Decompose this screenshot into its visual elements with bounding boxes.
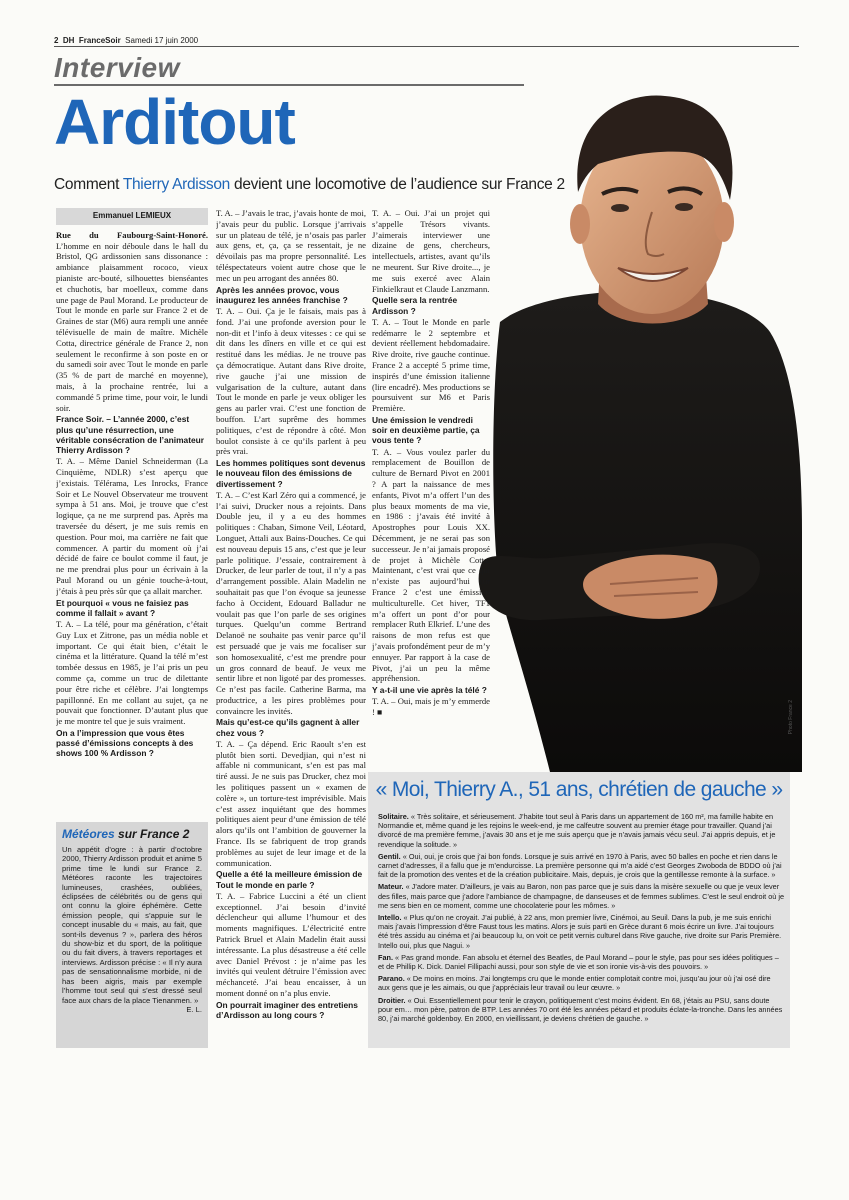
portrait-box [368,772,790,1048]
article-text: L’homme en noir déboule dans le hall du Bristol, QG ardissonien sans dissonance : ambiance plaisamment rococo, vieux pianiste arc-bouté, silhouettes bienséantes et chuchotis, bar moelleux, comme dans une page de Paul Morand. Le producteur de Tout le monde en parle sur France 2 et de Graines de star (M6) aura rempli une année télévisuelle de main de maître. Michèle Cotta, directrice générale de France 2, non seulement le reconfirme à son poste en or du samedi soir avec Tout le monde en parle (35 % de part de marché en moyenne), mais, à la prochaine rentrée, lui a commandé 5 prime time, pour voir, le lundi soir. [56,240,208,413]
page-number: 2 [54,36,59,45]
article-paragraph [56,230,208,414]
right-ear [714,202,734,242]
answer: T. A. – La télé, pour ma génération, c’était Guy Lux et Zitrone, pas un média noble et important. Ce qui était bien, c’était le cinéma et la littérature. Quand la télé m’est tombée dessus en 1985, je l’ai pris un peu comme ça, comme un truc de dilettante pour être riche et célèbre. J’ai longtemps papillonné. En me collant au sujet, ça ne pouvait que fonctionner. D’autant plus que je me montre tel que je suis vraiment. [56,618,208,727]
item-text: « Plus qu’on ne croyait. J’ai publié, à 22 ans, mon premier livre, Cinémoi, au Seuil. Dans la pub, je me suis enrichi mais j’avais l’impression d’être Faust tous les matins. Alors je suis parti en Grèce durant 6 mois écrire un livre. J’ai toujours été très assidu au cinéma et j’ai beaucoup lu, on voit ce petit vernis culturel dans Rive gauche, rive droite sur Paris Première. Intello oui, plus que Nagui. » [378,913,782,950]
sidebar-signature: E. L. [186,1004,202,1014]
question: On pourrait imaginer des entretiens d’Ardisson au long cours ? [216,999,358,1021]
sidebar-title [62,826,202,842]
list-item [378,913,784,950]
answer: T. A. – C’est Karl Zéro qui a commencé, je l’ai suivi, Drucker nous a rejoints. Dans Double jeu, il y a eu des hommes politiques : Chaban, Simone Veil, Léotard, Longuet, Attali aux Bains-Douches. Ce qui est nouveau depuis 15 ans, c’est que je leur parle politique. J’essaie, contrairement à Drucker, de leur parler de tout, il n’y a pas d’arrangement possible. Alain Madelin ne souhaitait pas que l’on évoque sa jeunesse facho à Occident, Edouard Balladur ne voulait pas que l’on parle de ses origines turques. Quelqu’un comme Bertrand Delanoë ne souhaite pas venir parce qu’il est persuadé que je vais me focaliser sur son homosexualité, c’est me prendre pour un gros connard de beauf. Je veux me sentir libre et non ligoté par des promesses. Ce n’est pas facile. Catherine Barma, ma productrice, a les pires problèmes pour convaincre les invités. [216,489,366,716]
list-item [378,974,784,992]
answer: T. A. – Tout le Monde en parle redémarre le 2 septembre et devient réellement hebdomadaire. Rive droite, rive gauche continue. France 2 a accepté 5 prime time, inspirés d’une émission italienne (lire encadré). Mes productions se poursuivent sur M6 et Paris Première. [372,316,490,414]
deck-after: devient une locomotive de l’audience sur France 2 [230,176,565,193]
answer: T. A. – Oui, mais je m’y emmerde ! ■ [372,696,490,718]
headline: Arditout [54,86,295,158]
question: Mais qu’est-ce qu’ils gagnent à aller chez vous ? [216,717,360,738]
question: Après les années provoc, vous inaugurez les années franchise ? [216,284,348,305]
list-item [378,996,784,1024]
question: Et pourquoi « vous ne faisiez pas comme il fallait » avant ? [56,597,189,618]
sidebar-title-part1: Météores [62,827,115,841]
list-item [378,812,784,849]
left-ear [570,204,590,244]
paper-abbr: DH [62,36,75,45]
item-label: Parano. [378,974,405,984]
list-item [378,852,784,880]
item-label: Solitaire. [378,812,409,821]
photo-credit: Photo France 2 [788,700,794,735]
article-column-3 [372,208,490,766]
question: On a l’impression que vous êtes passé d’émissions concepts à des shows 100 % Ardisson ? [56,727,194,759]
left-eye [611,204,629,212]
item-text: « J’adore mater. D’ailleurs, je vais au Baron, non pas parce que je suis dans la misère sexuelle ou que je veux lever des filles, mais parce que j’adore l’ambiance de champagne, de danseuses et de femmes sublimes. C’est le seul endroit où je me sens bien en ce moment, comme une chocolaterie pour les mômes. » [378,882,785,910]
answer: T. A. – Même Daniel Schneiderman (La Cinquième, NDLR) s’est aperçu que j’existais. Télérama, Les Inrocks, France Soir et Le Nouvel Observateur me trouvent sympa à 51 ans. Moi, je trouve que c’est logique, ça ne me surprend pas. Après ma traversée du désert, je me suis remis en question. Pour moi, ma carrière ne fait que commencer. A partir du moment où j’ai décidé de faire ce boulot comme il faut, je ne me prendrai plus pour un écrivain à la Paul Morand ou un génie touche-à-tout, j’étais à peu près sûr que ça allait marcher. [56,456,208,596]
list-item [378,882,784,910]
item-label: Gentil. [378,851,401,861]
sweater-shape [493,291,802,772]
item-text: « Oui. Essentiellement pour tenir le crayon, politiquement c’est moins évident. En 68, j’étais au PSU, sans doute pour em… mon père, patron de BTP. Les années 70 ont été les années pétard et produits éclate-la-tronche. Dans les années 80, j’ai marché goldenboy. En 2000, en vieillissant, je deviens chrétien de gauche. » [378,995,783,1024]
deck-before: Comment [54,176,123,193]
question: Quelle sera la rentrée Ardisson ? [372,295,458,316]
page-header [54,36,198,45]
item-label: Intello. [378,913,402,923]
answer: T. A. – Oui. Ça je le faisais, mais pas à fond. J’ai une profonde aversion pour le non-dit et l’info à deux vitesses : ce qui se dit dans les dîners en ville et ce qui est restitué dans les médias. Je ne trouve pas ça démocratique. Autant dans Rive droite, rive gauche j’ai une mission de vulgarisation de la culture, autant dans Tout le monde en parle je veux obliger les gens au parler vrai. C’est une fonction de bouffon. L’art suprême des hommes politiques, c’est de répondre à côté. Mon boulot consiste à ce qu’ils parlent à peu près vrai. [216,305,366,457]
issue-date: Samedi 17 juin 2000 [125,36,199,45]
item-label: Droitier. [378,995,406,1005]
sidebar-body: Un appétit d’ogre : à partir d’octobre 2000, Thierry Ardisson produit et anime 5 prime time le lundi sur France 2. Météores raconte les trajectoires lumineuses, crashées, oubliées, éclipsées de célébrités ou de gens qui ont connu la gloire éphémère. Cette émission people, qui s’appuie sur le concept inusable du « mais, au fait, que sont-ils devenus ? », parlera des héros du show-biz et du sport, de la politique ou du fait divers, à travers reportages et interviews. Ardisson précise : « Il n’y aura pas de sensationnalisme morbide, ni de has been aigris, mais par exemple l’homme tout seul qui s’est dressé seul face aux chars de la place Tienanmen. » [62,845,202,1005]
header-rule [54,46,799,47]
item-text: « De moins en moins. J’ai longtemps cru que le monde entier complotait contre moi, jusqu’au jour où j’ai osé dire aux gens que je les aimais, ou que j’appréciais leur travail ou leur œuvre. » [378,974,771,993]
question: France Soir. – L’année 2000, c’est plus qu’une résurrection, une véritable consécration de l’animateur Thierry Ardisson ? [56,414,205,455]
deck-name: Thierry Ardisson [122,176,230,193]
item-text: « Pas grand monde. Fan absolu et éternel des Beatles, de Paul Morand – pour le style, pas pour ses idées politiques – et de Phillip K. Dick. Daniel Fillipachi aussi, pour son style de vie et son ironie vis-à-vis des pouvoirs. » [378,952,779,972]
list-item [378,953,784,971]
section-title: Interview [54,52,180,83]
right-eye [675,203,693,211]
answer: T. A. – Ça dépend. Eric Raoult s’en est plutôt bien sorti. Devedjian, qui n’est ni affable ni communicant, s’en est pas mal tiré aussi. Je ne suis pas Drucker, chez moi les politiques passent un « examen de colère », un torture-test imprévisible. Mais c’est assez inquiétant que des hommes politiques aient peur d’une émission de télé alors qu’ils ont l’ambition de gouverner la France. Ils se fabriquent de trop grands problèmes au sujet de leur image et de la communication. [216,738,366,868]
box-title: « Moi, Thierry A., 51 ans, chrétien de gauche » [375,778,783,801]
answer: T. A. – Fabrice Luccini a été un client exceptionnel. J’ai besoin d’invité déclencheur qui allume l’humour et des moments magnifiques. L’électricité entre Patrick Bruel et Alain Madelin était aussi intéressante. La plus désastreuse a été celle avec Daniel Prévost : je n’aime pas les invités qui veulent détruire l’émission avec méchanceté. J’ai beau encaisser, à un moment donné on n’a plus envie. [216,890,366,999]
answer: T. A. – J’avais le trac, j’avais honte de moi, j’avais peur du public. Lorsque j’arrivais sur un plateau de télé, je n’osais pas parler aux gens, et, ça, ça se ressentait, je ne dévoilais pas ma propre personnalité. Les téléspectateurs voient autre chose que le mec un peu arrogant des années 80. [216,208,366,283]
box-list [378,812,784,1026]
question: Une émission le vendredi soir en deuxième partie, ça vous tente ? [372,414,480,446]
answer: T. A. – Oui. J’ai un projet qui s’appelle Trésors vivants. J’aimerais interviewer une dizaine de gens, chercheurs, intellectuels, artistes, avant qu’ils ne meurent. Sur Rive droite..., je me suis exercé avec Alain Finkielkraut et Claude Lanzmann. [372,208,490,294]
item-text: « Très solitaire, et sérieusement. J’habite tout seul à Paris dans un appartement de 160 m², ma famille habite en Normandie et, même quand je les rejoins le week-end, je me calfeutre souvent au premier étage pour travailler. Quand j’ai divorcé de ma première femme, j’avais 30 ans et je me suis aperçu que je n’avais jamais vécu seul. J’ai appris depuis, et je revendique la solitude. » [378,812,776,849]
lead-phrase: Rue du Faubourg-Saint-Honoré. [56,229,208,240]
item-label: Mateur. [378,882,404,892]
sidebar-title-part2: sur France 2 [114,827,190,841]
question: Les hommes politiques sont devenus le nouveau filon des émissions de divertissement ? [216,458,366,489]
article-column-1 [56,208,208,820]
answer: T. A. – Vous voulez parler du remplacement de Bouillon de culture de Bernard Pivot en 2001 ? A part la naissance de mes enfants, Pivot m’a offert l’un des plus beaux moments de ma vie, en 1986 : j’avais été invité à Apostrophes pour Louis XX. Décemment, je ne serai pas son successeur. Je n’ai jamais proposé de projet à Michèle Cotta. Maintenant, c’est vrai que ce qui n’existe pas aujourd’hui sur France 2 c’est une émission multiculturelle. Cet hiver, TF1 m’a offert un pont d’or pour remplacer Ruth Elkrief. L’une des raisons de mon refus est que j’avais profondément peur de m’y ennuyer. Par rapport à la case de Pivot, j’ai un peu la même appréhension. [372,446,490,684]
byline: Emmanuel LEMIEUX [56,208,208,225]
sidebar-meteores [56,822,208,1048]
article-column-2 [216,208,366,1068]
item-label: Fan. [378,952,393,962]
question: Y a-t-il une vie après la télé ? [372,685,487,696]
question: Quelle a été la meilleure émission de Tout le monde en parle ? [216,869,363,890]
paper-name: FranceSoir [78,36,121,45]
item-text: « Oui, oui, je crois que j’ai bon fonds. Lorsque je suis arrivé en 1970 à Paris, avec 50 balles en poche et rien dans le carnet d’adresses, il a fallu que je m’endurcisse. La première personne qui m’a aidé c’est Georges Zwoboda de BDDO où j’ai fait de la promotion des ventes et de la création publicitaire. Mais, depuis, je crois que la gentillesse remonte à la surface. » [378,851,782,880]
